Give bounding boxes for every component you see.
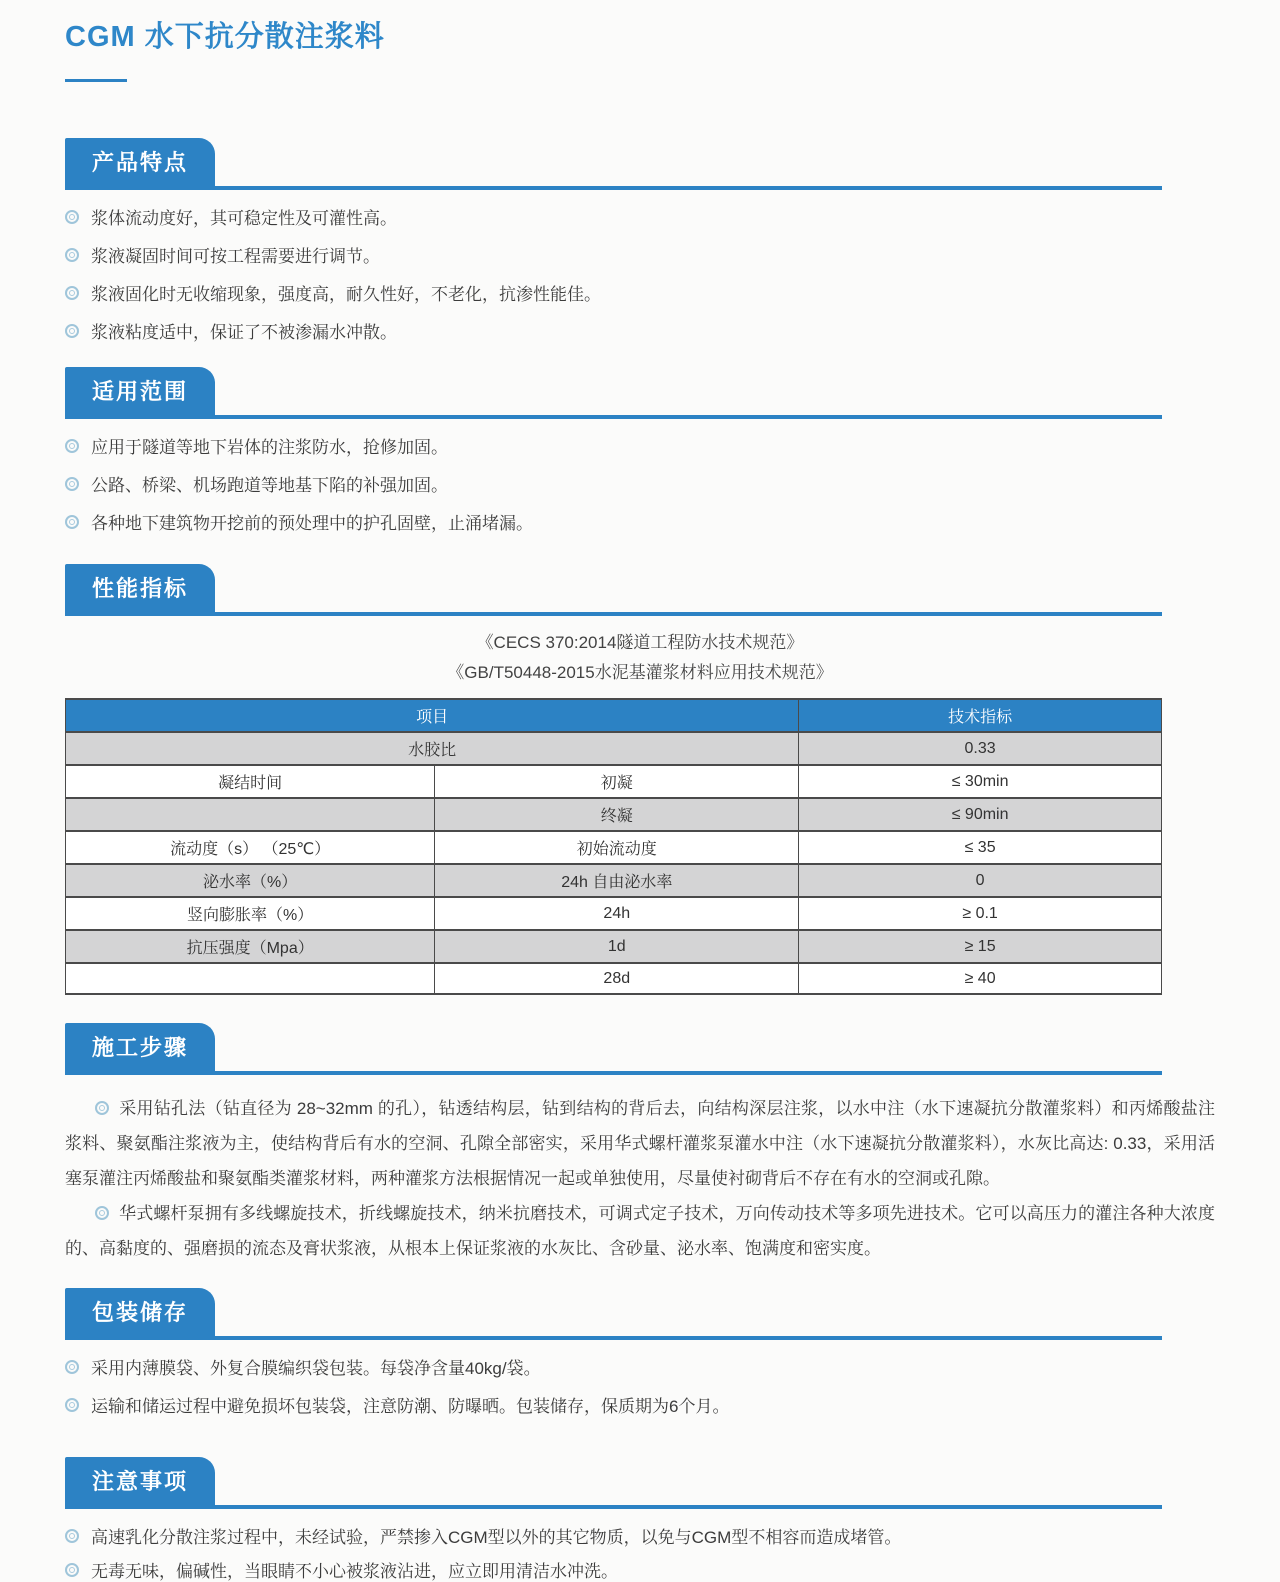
list-item	[65, 280, 1215, 305]
ring-bullet-icon	[65, 1398, 79, 1412]
ring-bullet-icon	[65, 1529, 79, 1543]
section-rule	[65, 1505, 1162, 1509]
section-rule	[65, 186, 1162, 190]
table-row	[66, 765, 1162, 798]
ring-bullet-icon	[65, 324, 79, 338]
table-cell: 28d	[435, 963, 799, 994]
table-header-row	[66, 699, 1162, 732]
product-features-list	[65, 204, 1215, 343]
ring-bullet-icon	[65, 1360, 79, 1374]
standard-reference: 《CECS 370:2014隧道工程防水技术规范》	[476, 633, 804, 652]
list-item-text: 运输和储运过程中避免损坏包装袋，注意防潮、防曝晒。包装储存，保质期为6个月。	[91, 1397, 730, 1416]
section-performance-indicators	[65, 564, 1215, 995]
precautions-heading: 注意事项	[65, 1457, 215, 1505]
product-datasheet-page	[65, 0, 1215, 1582]
list-item	[65, 318, 1215, 343]
list-item	[65, 242, 1215, 267]
table-cell: 竖向膨胀率（%）	[66, 897, 435, 930]
table-cell	[66, 963, 435, 994]
list-item	[65, 1392, 1215, 1417]
list-item-text: 各种地下建筑物开挖前的预处理中的护孔固壁，止涌堵漏。	[91, 514, 533, 533]
ring-bullet-icon	[65, 210, 79, 224]
application-scope-list	[65, 433, 1215, 534]
standard-reference: 《GB/T50448-2015水泥基灌浆材料应用技术规范》	[447, 663, 833, 682]
table-row	[66, 963, 1162, 994]
table-cell: ≥ 0.1	[799, 897, 1162, 930]
table-cell: 终凝	[435, 798, 799, 831]
section-precautions	[65, 1457, 1215, 1582]
list-item-text: 浆液固化时无收缩现象，强度高，耐久性好，不老化，抗渗性能佳。	[91, 285, 601, 304]
list-item-text: 无毒无味，偏碱性，当眼睛不小心被浆液沾进，应立即用清洁水冲洗。	[91, 1562, 618, 1581]
table-cell: 0.33	[799, 732, 1162, 765]
ring-bullet-icon	[65, 439, 79, 453]
table-cell: 泌水率（%）	[66, 864, 435, 897]
section-application-scope	[65, 367, 1215, 534]
list-item-text: 浆体流动度好，其可稳定性及可灌性高。	[91, 209, 397, 228]
section-rule	[65, 612, 1162, 616]
section-packaging-storage	[65, 1288, 1215, 1417]
list-item	[65, 1557, 1215, 1582]
table-cell: 24h 自由泌水率	[435, 864, 799, 897]
list-item	[65, 433, 1215, 458]
table-cell: ≤ 30min	[799, 765, 1162, 798]
packaging-storage-heading: 包装储存	[65, 1288, 215, 1336]
table-cell: 流动度（s） （25℃）	[66, 831, 435, 864]
table-row	[66, 897, 1162, 930]
table-row	[66, 864, 1162, 897]
ring-bullet-icon	[65, 286, 79, 300]
ring-bullet-icon	[65, 1563, 79, 1577]
packaging-storage-list	[65, 1354, 1215, 1417]
list-item	[65, 1523, 1215, 1548]
ring-bullet-icon	[65, 248, 79, 262]
list-item	[65, 509, 1215, 534]
product-features-heading: 产品特点	[65, 138, 215, 186]
section-rule	[65, 1336, 1162, 1340]
ring-bullet-icon	[95, 1206, 109, 1220]
performance-table	[65, 698, 1162, 995]
ring-bullet-icon	[65, 515, 79, 529]
paragraph	[65, 1196, 1215, 1266]
section-product-features	[65, 138, 1215, 343]
list-item-text: 应用于隧道等地下岩体的注浆防水，抢修加固。	[91, 438, 448, 457]
table-cell	[66, 798, 435, 831]
table-header-item: 项目	[66, 699, 799, 732]
paragraph-text: 华式螺杆泵拥有多线螺旋技术，折线螺旋技术，纳米抗磨技术，可调式定子技术，万向传动技术等多项先进技术。它可以高压力的灌注各种大浓度的、高黏度的、强磨损的流态及膏状浆液，从根本上保证浆液的水灰比、含砂量、泌水率、饱满度和密实度。	[65, 1204, 1215, 1258]
ring-bullet-icon	[65, 477, 79, 491]
section-construction-steps	[65, 1023, 1215, 1266]
table-row	[66, 831, 1162, 864]
precautions-list	[65, 1523, 1215, 1582]
construction-steps-heading: 施工步骤	[65, 1023, 215, 1071]
table-cell: 初凝	[435, 765, 799, 798]
table-row	[66, 798, 1162, 831]
table-cell: 1d	[435, 930, 799, 963]
list-item-text: 浆液粘度适中，保证了不被渗漏水冲散。	[91, 323, 397, 342]
table-row	[66, 732, 1162, 765]
list-item	[65, 1354, 1215, 1379]
table-cell: 凝结时间	[66, 765, 435, 798]
section-rule	[65, 415, 1162, 419]
list-item	[65, 204, 1215, 229]
page-header	[65, 14, 1215, 82]
page-title: CGM 水下抗分散注浆料	[65, 21, 385, 53]
table-cell: 0	[799, 864, 1162, 897]
paragraph-text: 采用钻孔法（钻直径为 28~32mm 的孔），钻透结构层，钻到结构的背后去，向结构深层注浆，以水中注（水下速凝抗分散灌浆料）和丙烯酸盐注浆料、聚氨酯注浆液为主，使结构背后有水的空洞、孔隙全部密实，采用华式螺杆灌浆泵灌水中注（水下速凝抗分散灌浆料），水灰比高达: 0.33，采用活塞泵灌注丙烯酸盐和聚氨酯类灌浆材料，两种灌浆方法根据情况一起或单独使用，尽量使衬砌背后不存在有水的空洞或孔隙。	[65, 1099, 1215, 1188]
table-cell: ≤ 35	[799, 831, 1162, 864]
list-item-text: 高速乳化分散注浆过程中，未经试验，严禁掺入CGM型以外的其它物质，以免与CGM型不相容而造成堵管。	[91, 1528, 902, 1547]
table-cell: 24h	[435, 897, 799, 930]
construction-steps-text	[65, 1091, 1215, 1266]
title-underline	[65, 79, 127, 82]
table-header-indicator: 技术指标	[799, 699, 1162, 732]
application-scope-heading: 适用范围	[65, 367, 215, 415]
list-item-text: 采用内薄膜袋、外复合膜编织袋包装。每袋净含量40kg/袋。	[91, 1359, 541, 1378]
list-item	[65, 471, 1215, 496]
referenced-standards	[65, 628, 1215, 688]
performance-indicators-heading: 性能指标	[65, 564, 215, 612]
table-cell: 水胶比	[66, 732, 799, 765]
ring-bullet-icon	[95, 1101, 109, 1115]
table-cell: ≥ 15	[799, 930, 1162, 963]
table-cell: 抗压强度（Mpa）	[66, 930, 435, 963]
table-cell: 初始流动度	[435, 831, 799, 864]
list-item-text: 公路、桥梁、机场跑道等地基下陷的补强加固。	[91, 476, 448, 495]
table-cell: ≤ 90min	[799, 798, 1162, 831]
list-item-text: 浆液凝固时间可按工程需要进行调节。	[91, 247, 380, 266]
paragraph	[65, 1091, 1215, 1196]
table-row	[66, 930, 1162, 963]
section-rule	[65, 1071, 1162, 1075]
table-cell: ≥ 40	[799, 963, 1162, 994]
